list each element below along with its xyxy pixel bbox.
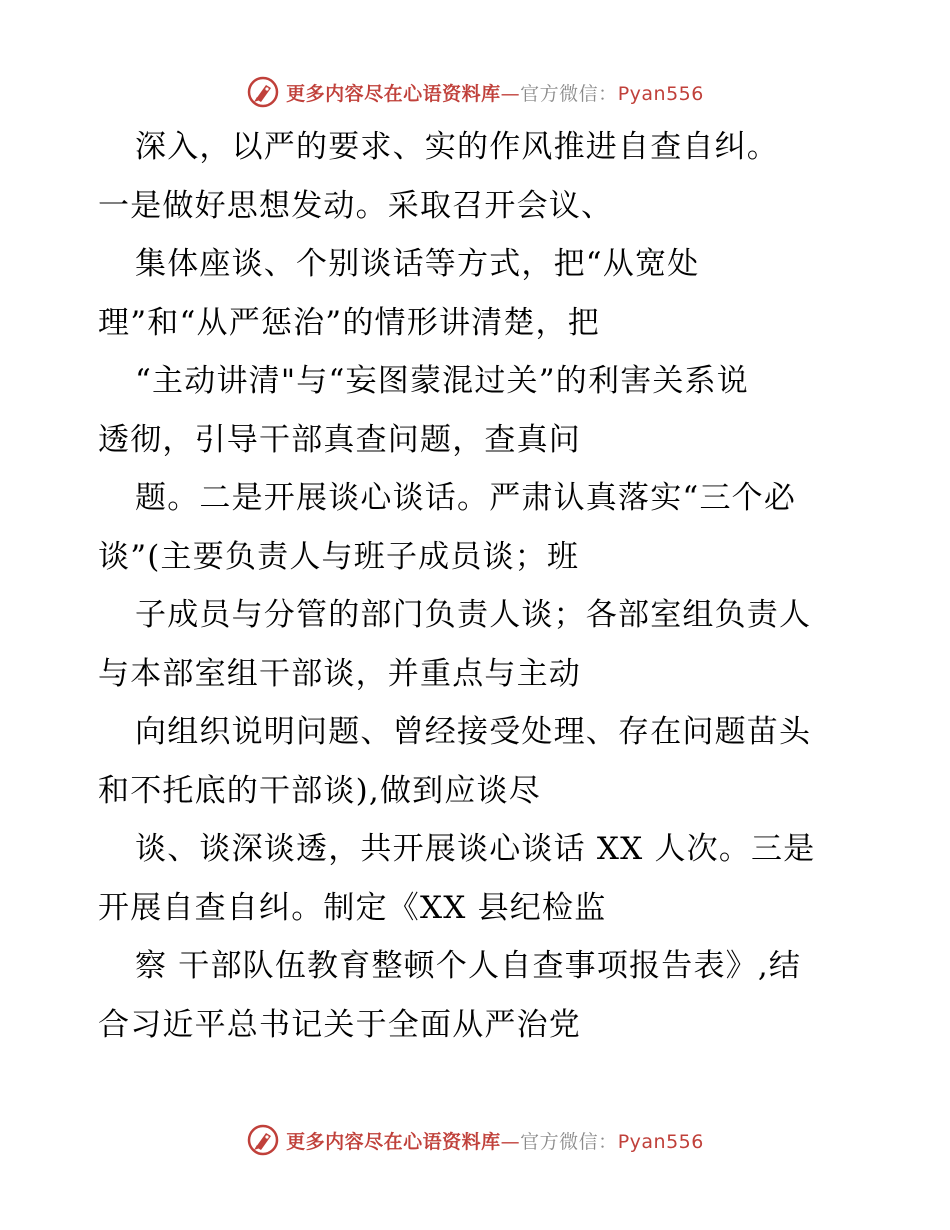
body-line: 向组织说明问题、曾经接受处理、存在问题苗头: [135, 714, 812, 750]
pen-nib-logo-icon: [246, 1123, 280, 1157]
body-line: 开展自查自纠。制定《XX 县纪检监: [98, 889, 607, 926]
header-watermark: [0, 72, 950, 112]
watermark-dash: —: [500, 82, 521, 105]
watermark-label: 官方微信：: [520, 1130, 618, 1153]
body-line: 题。二是开展谈心谈话。严肃认真落实“三个必: [135, 480, 797, 516]
body-line: 和不托底的干部谈),做到应谈尽: [98, 772, 541, 809]
body-line: 透彻，引导干部真查问题，查真问: [98, 421, 581, 458]
watermark-brand: 更多内容尽在心语资料库: [286, 1130, 501, 1153]
body-line: 谈、谈深谈透，共开展谈心谈话 XX 人次。三是: [135, 831, 816, 867]
pen-nib-logo-icon: [246, 75, 280, 109]
watermark-dash: —: [500, 1130, 521, 1153]
document-body: [0, 118, 950, 1054]
watermark-text: [286, 1127, 704, 1154]
body-line: 集体座谈、个别谈话等方式，把“从宽处: [135, 246, 700, 282]
body-line: 与本部室组干部谈，并重点与主动: [98, 655, 581, 692]
footer-watermark: [0, 1120, 950, 1160]
watermark-label: 官方微信：: [520, 82, 618, 105]
watermark-wechat-id: Pyan556: [617, 1130, 704, 1153]
body-line: 深入，以严的要求、实的作风推进自查自纠。: [135, 129, 779, 165]
watermark-brand: 更多内容尽在心语资料库: [286, 82, 501, 105]
body-line: 一是做好思想发动。采取召开会议、: [98, 187, 614, 224]
body-line: 理”和“从严惩治”的情形讲清楚，把: [98, 304, 600, 341]
body-line: 子成员与分管的部门负责人谈；各部室组负责人: [135, 597, 812, 633]
body-line: 谈”(主要负责人与班子成员谈；班: [98, 538, 580, 575]
watermark-wechat-id: Pyan556: [617, 82, 704, 105]
body-line: 合习近平总书记关于全面从严治党: [98, 1006, 581, 1043]
watermark-text: [286, 79, 704, 106]
body-line: “主动讲清"与“妄图蒙混过关”的利害关系说: [135, 363, 750, 399]
body-line: 察 干部队伍教育整顿个人自查事项报告表》,结: [135, 948, 802, 984]
